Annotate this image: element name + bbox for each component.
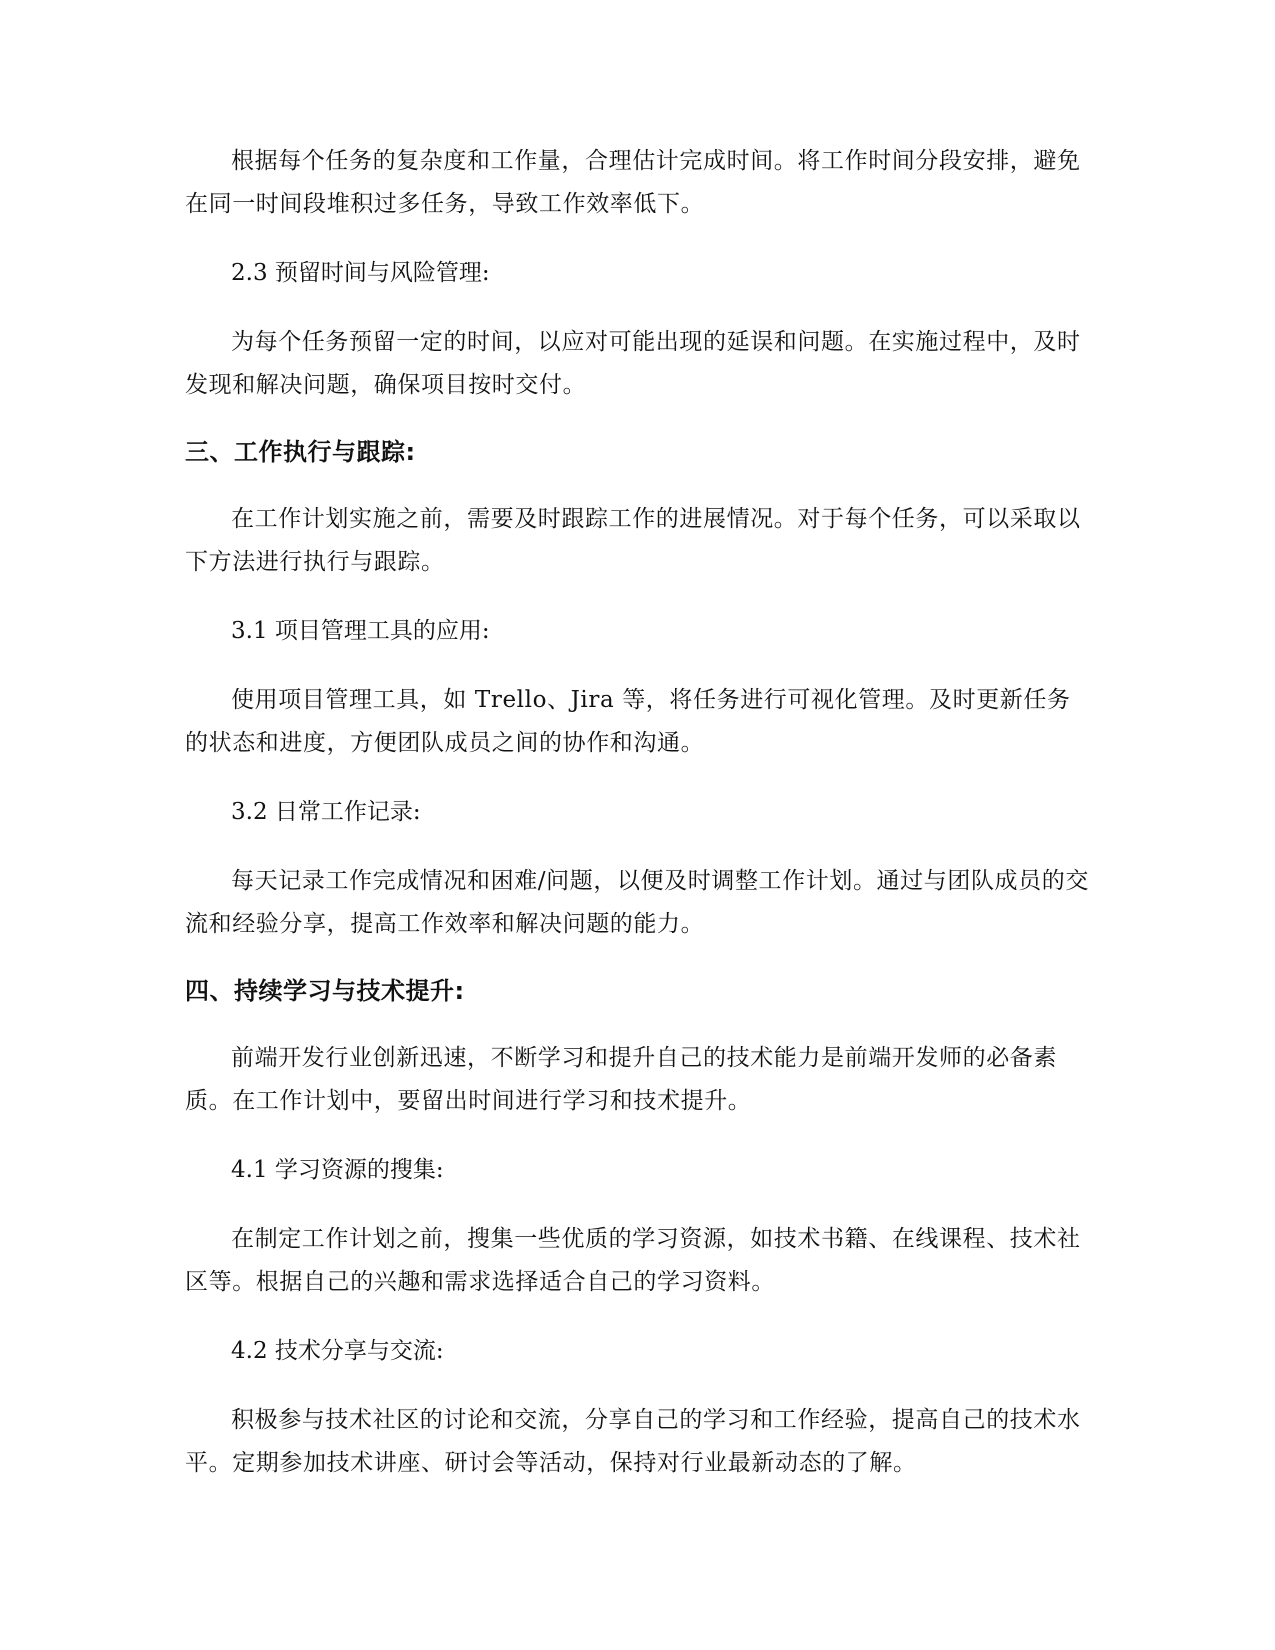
paragraph-reserve-time: 为每个任务预留一定的时间，以应对可能出现的延误和问题。在实施过程中，及时发现和解决问题，确保项目按时交付。 bbox=[185, 329, 1081, 398]
section-heading-3: 三、工作执行与跟踪: bbox=[185, 438, 416, 466]
paragraph-pm-tools: 使用项目管理工具，如 Trello、Jira 等，将任务进行可视化管理。及时更新任务的状态和进度，方便团队成员之间的协作和沟通。 bbox=[185, 687, 1071, 756]
paragraph-execution-tracking: 在工作计划实施之前，需要及时跟踪工作的进展情况。对于每个任务，可以采取以下方法进行执行与跟踪。 bbox=[185, 506, 1081, 575]
paragraph-tech-sharing: 积极参与技术社区的讨论和交流，分享自己的学习和工作经验，提高自己的技术水平。定期参加技术讲座、研讨会等活动，保持对行业最新动态的了解。 bbox=[185, 1407, 1081, 1476]
paragraph-learning-resources: 在制定工作计划之前，搜集一些优质的学习资源，如技术书籍、在线课程、技术社区等。根据自己的兴趣和需求选择适合自己的学习资料。 bbox=[185, 1226, 1081, 1295]
subheading-3-1: 3.1 项目管理工具的应用: bbox=[231, 618, 490, 644]
subheading-4-1: 4.1 学习资源的搜集: bbox=[231, 1157, 444, 1183]
section-heading-4: 四、持续学习与技术提升: bbox=[185, 977, 465, 1005]
paragraph-daily-records: 每天记录工作完成情况和困难/问题，以便及时调整工作计划。通过与团队成员的交流和经验分享，提高工作效率和解决问题的能力。 bbox=[185, 868, 1089, 937]
subheading-4-2: 4.2 技术分享与交流: bbox=[231, 1338, 444, 1364]
paragraph-time-estimation: 根据每个任务的复杂度和工作量，合理估计完成时间。将工作时间分段安排，避免在同一时间段堆积过多任务，导致工作效率低下。 bbox=[185, 148, 1081, 217]
subheading-3-2: 3.2 日常工作记录: bbox=[231, 799, 421, 825]
document-page bbox=[185, 140, 1090, 1485]
subheading-2-3: 2.3 预留时间与风险管理: bbox=[231, 260, 490, 286]
paragraph-continuous-learning: 前端开发行业创新迅速，不断学习和提升自己的技术能力是前端开发师的必备素质。在工作计划中，要留出时间进行学习和技术提升。 bbox=[185, 1045, 1057, 1114]
